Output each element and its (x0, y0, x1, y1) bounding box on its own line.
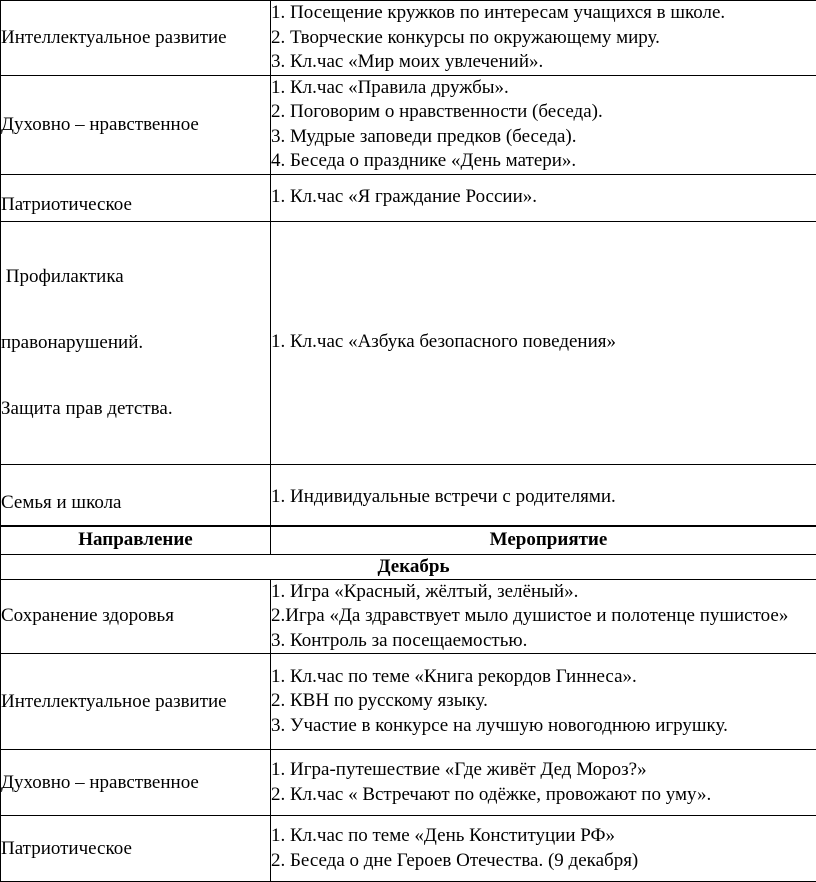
activity-cell (271, 174, 816, 221)
activity-item: 2. КВН по русскому языку. (271, 689, 816, 714)
direction-cell: Сохранение здоровья (1, 579, 271, 654)
table-row (1, 750, 816, 816)
activity-item: 3. Участие в конкурсе на лучшую новогоднюю игрушку. (271, 714, 816, 739)
activity-item: 1. Посещение кружков по интересам учащихся в школе. (271, 1, 816, 26)
table-row (1, 1, 816, 76)
month-row (1, 554, 816, 579)
activity-item: 1. Кл.час по теме «День Конституции РФ» (271, 824, 816, 849)
activity-cell (271, 464, 816, 526)
table-row (1, 221, 816, 464)
table-row (1, 174, 816, 221)
month-title: Декабрь (1, 554, 816, 579)
activity-item: 3. Мудрые заповеди предков (беседа). (271, 125, 816, 150)
activity-item: 2. Беседа о дне Героев Отечества. (9 декабря) (271, 849, 816, 874)
direction-cell: Семья и школа (1, 464, 271, 526)
activity-cell (271, 221, 816, 464)
activity-item: 3. Кл.час «Мир моих увлечений». (271, 50, 816, 75)
activity-item: 1. Игра «Красный, жёлтый, зелёный». (271, 580, 816, 605)
activity-item: 2. Творческие конкурсы по окружающему миру. (271, 26, 816, 51)
activity-item: 1. Кл.час «Правила дружбы». (271, 76, 816, 101)
activity-item: 1. Кл.час «Я граждание России». (271, 185, 816, 210)
table-row (1, 464, 816, 526)
activity-cell (271, 1, 816, 76)
table-row (1, 75, 816, 174)
activity-item: 1. Кл.час «Азбука безопасного поведения» (271, 330, 816, 355)
activity-cell (271, 816, 816, 882)
column-header-activity: Мероприятие (271, 526, 816, 554)
activity-item: 3. Контроль за посещаемостью. (271, 629, 816, 654)
direction-cell: Духовно – нравственное (1, 75, 271, 174)
table-row (1, 654, 816, 750)
activity-item: 2. Поговорим о нравственности (беседа). (271, 100, 816, 125)
direction-cell: Духовно – нравственное (1, 750, 271, 816)
direction-cell: Патриотическое (1, 816, 271, 882)
direction-cell: Профилактика правонарушений. Защита прав детства. (1, 221, 271, 464)
activity-item: 1. Кл.час по теме «Книга рекордов Гиннеса». (271, 665, 816, 690)
table-header-row (1, 526, 816, 554)
direction-cell: Интеллектуальное развитие (1, 1, 271, 76)
activity-item: 1. Индивидуальные встречи с родителями. (271, 485, 816, 510)
activity-cell (271, 579, 816, 654)
activity-item: 2.Игра «Да здравствует мыло душистое и полотенце пушистое» (271, 604, 816, 629)
activity-item: 1. Игра-путешествие «Где живёт Дед Мороз?» (271, 758, 816, 783)
direction-cell: Интеллектуальное развитие (1, 654, 271, 750)
table-row (1, 579, 816, 654)
table-row (1, 816, 816, 882)
direction-cell: Патриотическое (1, 174, 271, 221)
activity-cell (271, 654, 816, 750)
activity-cell (271, 75, 816, 174)
column-header-direction: Направление (1, 526, 271, 554)
activity-item: 2. Кл.час « Встречают по одёжке, провожают по уму». (271, 783, 816, 808)
activity-item: 4. Беседа о празднике «День матери». (271, 149, 816, 174)
activity-cell (271, 750, 816, 816)
